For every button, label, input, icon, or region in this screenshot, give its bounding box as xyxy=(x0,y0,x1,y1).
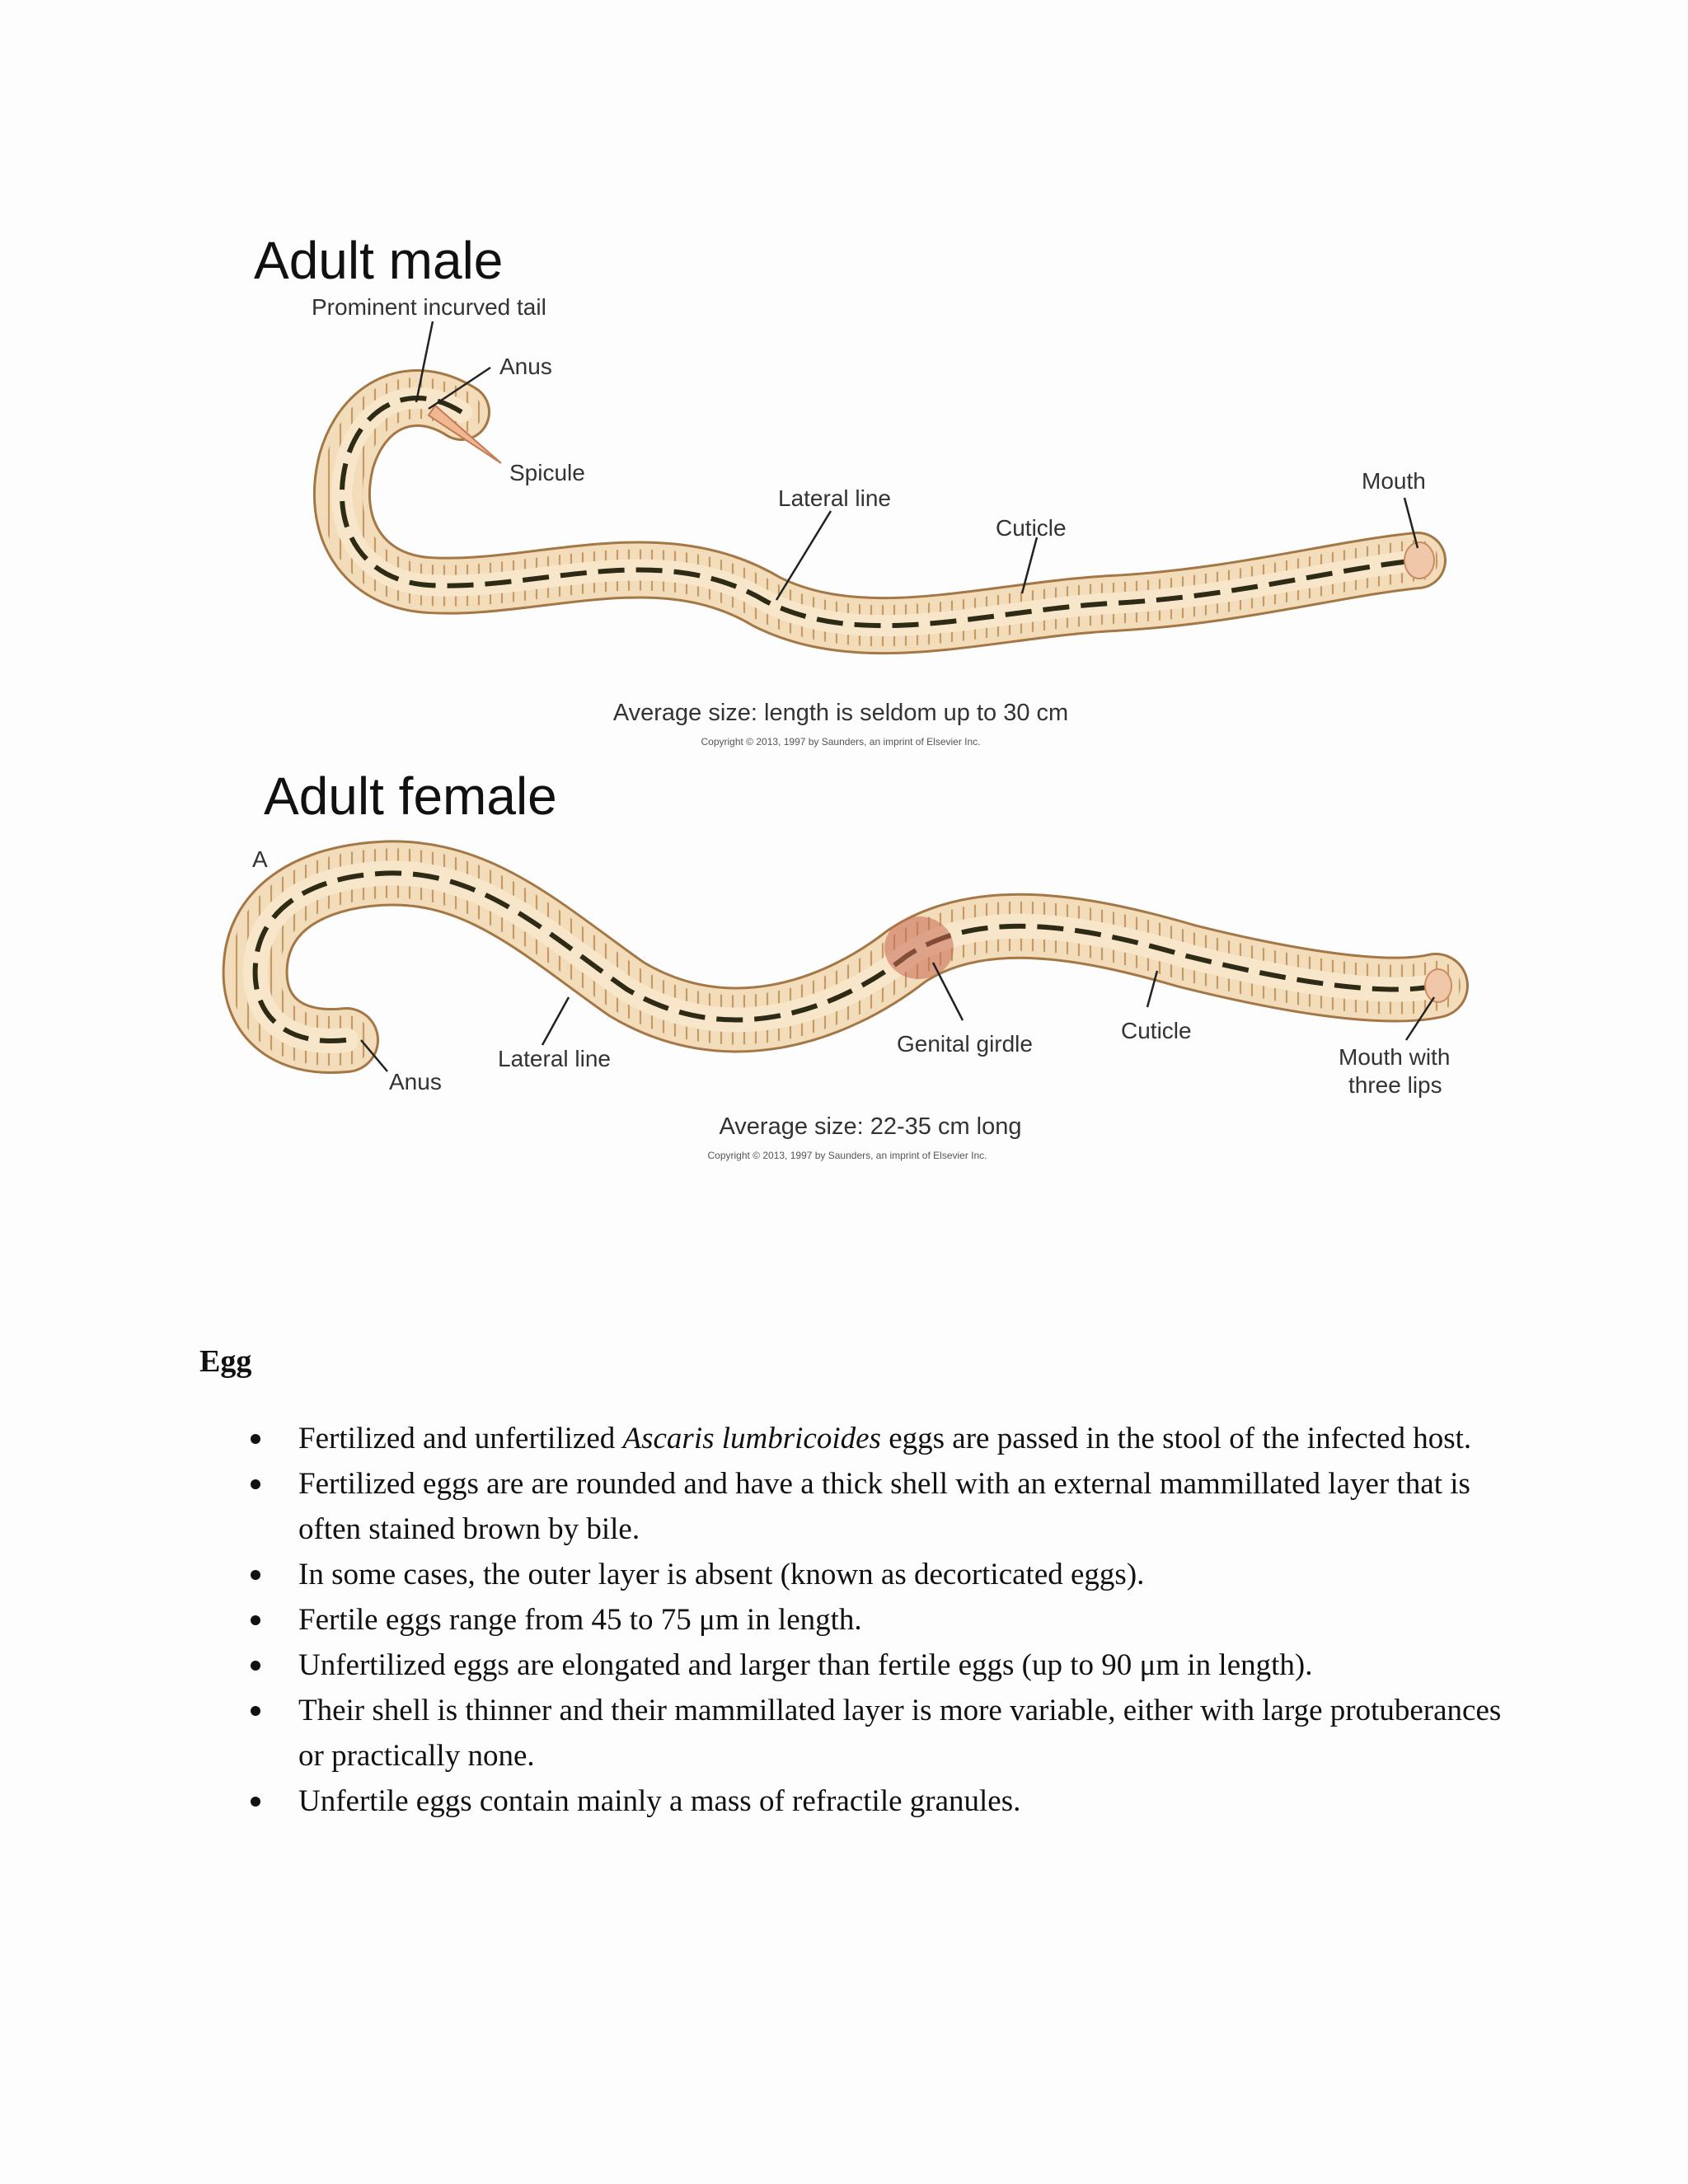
label-genital-girdle: Genital girdle xyxy=(897,1031,1033,1057)
male-worm xyxy=(342,398,1434,626)
label-female-anus: Anus xyxy=(389,1069,442,1094)
label-male-cuticle: Cuticle xyxy=(996,515,1067,541)
male-mouth-tip xyxy=(1404,542,1434,579)
female-size-caption: Average size: 22-35 cm long xyxy=(719,1113,1022,1140)
label-male-lateral-line: Lateral line xyxy=(778,485,891,511)
male-size-caption: Average size: length is seldom up to 30 cm xyxy=(612,700,1069,726)
label-male-mouth: Mouth xyxy=(1362,468,1426,494)
genital-girdle-shape xyxy=(884,916,954,979)
egg-fact-text-post: eggs are passed in the stool of the infected host. xyxy=(880,1422,1472,1455)
egg-fact-unfertilized-shape: Unfertilized eggs are elongated and larger than fertile eggs (up to 90 μm in length). xyxy=(298,1643,1502,1688)
egg-fact-passed-in-stool xyxy=(298,1416,1502,1461)
female-mouth-tip xyxy=(1425,969,1451,1002)
male-title: Adult male xyxy=(254,231,504,290)
egg-fact-shell-variability: Their shell is thinner and their mammillated layer is more variable, either with large protuberances or practically none. xyxy=(298,1688,1502,1779)
label-female-cuticle: Cuticle xyxy=(1121,1018,1192,1043)
female-title: Adult female xyxy=(264,766,557,826)
species-name: Ascaris lumbricoides xyxy=(622,1422,881,1455)
panel-letter-a: A xyxy=(252,846,268,872)
label-male-anus: Anus xyxy=(499,354,552,379)
egg-heading: Egg xyxy=(199,1344,252,1379)
egg-fact-unfertile-contents: Unfertile eggs contain mainly a mass of refractile granules. xyxy=(298,1779,1502,1824)
label-spicule: Spicule xyxy=(509,460,585,485)
egg-fact-text-pre: Fertilized and unfertilized xyxy=(298,1422,623,1455)
label-prominent-incurved-tail: Prominent incurved tail xyxy=(312,294,546,320)
egg-fact-decorticated: In some cases, the outer layer is absent (known as decorticated eggs). xyxy=(298,1552,1502,1597)
male-copyright: Copyright © 2013, 1997 by Saunders, an imprint of Elsevier Inc. xyxy=(701,736,981,748)
egg-fact-fertilized-shell: Fertilized eggs are are rounded and have a thick shell with an external mammillated layer that is often stained brown by bile. xyxy=(298,1461,1502,1552)
female-copyright: Copyright © 2013, 1997 by Saunders, an imprint of Elsevier Inc. xyxy=(707,1150,987,1161)
egg-fact-fertile-size: Fertile eggs range from 45 to 75 μm in length. xyxy=(298,1597,1502,1643)
label-three-lips: three lips xyxy=(1348,1072,1442,1098)
egg-facts-list xyxy=(298,1416,1502,1824)
label-female-lateral-line: Lateral line xyxy=(498,1046,611,1071)
female-worm xyxy=(256,873,1451,1041)
label-mouth-with: Mouth with xyxy=(1339,1044,1451,1070)
